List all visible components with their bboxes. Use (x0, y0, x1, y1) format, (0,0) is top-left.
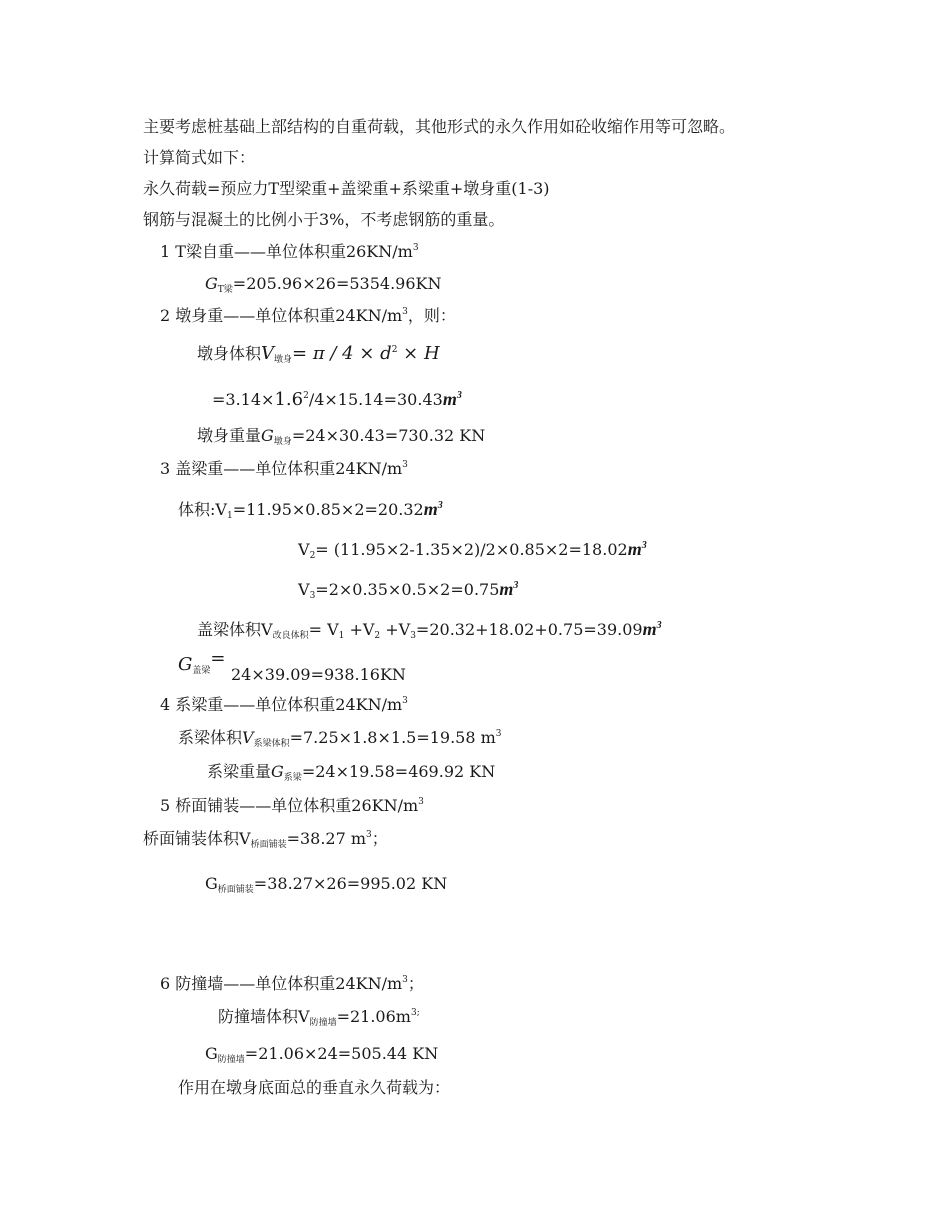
section-3-heading (160, 458, 408, 483)
subscript: 防撞墙 (217, 1055, 245, 1065)
tail: ； (371, 829, 388, 848)
pier-weight-calc (197, 425, 485, 450)
barrier-volume (218, 1006, 420, 1031)
superscript: 3 (402, 460, 408, 470)
section-1-heading (160, 241, 419, 266)
calc-text: =38.27 m (286, 829, 367, 848)
subscript: 墩身 (273, 437, 292, 447)
subscript: 2 (309, 551, 316, 561)
symbol-g: G (205, 874, 218, 893)
subscript: 桥面铺装 (250, 840, 287, 850)
section-6-heading (160, 973, 424, 998)
calc-a: = V (308, 620, 339, 639)
label: V (298, 580, 310, 599)
deck-pavement-volume (143, 828, 388, 853)
intro-paragraph: 主要考虑桩基础上部结构的自重荷载，其他形式的永久作用如砼收缩作用等可忽略。 (143, 117, 736, 136)
formula-tail: × H (397, 343, 440, 364)
equals-sign: = (210, 648, 226, 669)
pier-volume-calc (212, 388, 462, 414)
subscript: T梁 (217, 285, 233, 295)
t-beam-weight-calc (205, 273, 441, 298)
label: 墩身重量 (197, 426, 262, 445)
diameter-value: 1.6 (274, 389, 304, 410)
unit-m3: $m^3$ (442, 389, 462, 409)
calc-text: =24×30.43=730.32 KN (291, 426, 486, 445)
cap-beam-total-volume (197, 618, 662, 644)
label: V (298, 540, 310, 559)
label: 系梁体积 (178, 728, 243, 747)
symbol-g: G (205, 274, 218, 293)
calc-rest: /4×15.14=30.43 (308, 390, 443, 409)
unit-m3: $m^3$ (627, 539, 647, 559)
superscript: 3 (366, 830, 372, 840)
tail: ； (407, 974, 424, 993)
symbol-g: G (261, 426, 274, 445)
subscript: 防撞墙 (309, 1018, 337, 1028)
label: 体积:V (178, 500, 227, 519)
symbol-v: V (261, 343, 275, 364)
section-1-text: 1 T梁自重——单位体积重26KN/m (160, 242, 413, 261)
subscript: 桥面铺装 (217, 885, 254, 895)
subscript: 盖梁 (192, 666, 211, 676)
subscript: 墩身 (274, 355, 293, 365)
section-2-tail: ，则： (407, 306, 456, 325)
label: 防撞墙体积V (218, 1007, 310, 1026)
superscript: 3 (495, 729, 502, 739)
label: 盖梁体积V (197, 620, 273, 639)
tail: ; (416, 1008, 420, 1018)
calc-b: +V (344, 620, 375, 639)
cap-beam-v2 (298, 538, 647, 564)
symbol-g: G (205, 1044, 218, 1063)
tie-beam-weight (207, 761, 495, 786)
calc-text: =38.27×26=995.02 KN (253, 874, 448, 893)
subscript: 3 (410, 631, 416, 641)
calc-pre: =3.14× (212, 390, 275, 409)
section-3-text: 3 盖梁重——单位体积重24KN/m (160, 459, 403, 478)
subscript: 1 (226, 511, 233, 521)
subscript: 2 (374, 631, 381, 641)
section-4-text: 4 系梁重——单位体积重24KN/m (160, 695, 403, 714)
section-2-text: 2 墩身重——单位体积重24KN/m (160, 306, 403, 325)
superscript: 3 (418, 797, 424, 807)
symbol-g: G (178, 654, 193, 675)
calc-d: =20.32+18.02+0.75=39.09 (415, 620, 643, 639)
calc-text: =24×19.58=469.92 KN (301, 762, 496, 781)
unit-m3: $m^3$ (423, 499, 443, 519)
subscript: 1 (338, 631, 345, 641)
calc-text: =21.06m (336, 1007, 411, 1026)
cap-beam-v3 (298, 578, 518, 604)
section-6-text: 6 防撞墙——单位体积重24KN/m (160, 974, 403, 993)
cap-beam-v1 (178, 498, 443, 524)
superscript: 2 (391, 345, 398, 355)
cap-beam-weight (178, 648, 226, 679)
label: 墩身体积 (197, 344, 262, 363)
subscript: 系梁体积 (253, 739, 290, 749)
pier-volume-formula (197, 343, 440, 368)
section-4-heading (160, 694, 408, 719)
label: 桥面铺装体积V (143, 829, 251, 848)
calc-text: =7.25×1.8×1.5=19.58 m (289, 728, 496, 747)
calc-text: =205.96×26=5354.96KN (232, 274, 442, 293)
label: 系梁重量 (207, 762, 272, 781)
superscript: 3 (402, 696, 408, 706)
subscript: 改良体积 (272, 631, 309, 641)
rebar-note: 钢筋与混凝土的比例小于3%，不考虑钢筋的重量。 (143, 210, 505, 229)
superscript: 3 (402, 307, 408, 317)
superscript: 3 (410, 1008, 417, 1018)
subscript: 系梁 (283, 773, 302, 783)
calc-c: +V (380, 620, 411, 639)
barrier-weight (205, 1043, 438, 1068)
symbol-g: G (271, 762, 284, 781)
superscript: 2 (303, 391, 309, 401)
superscript: 3 (412, 243, 419, 253)
deck-pavement-weight (205, 873, 447, 898)
formula-intro: 计算简式如下： (143, 148, 256, 167)
formula: = π / 4 × d (292, 343, 392, 364)
section-5-heading (160, 795, 424, 820)
subscript: 3 (309, 591, 316, 601)
tie-beam-volume (178, 727, 502, 752)
superscript: 3 (402, 975, 408, 985)
permanent-load-formula: 永久荷载=预应力T型梁重+盖梁重+系梁重+墩身重(1-3) (143, 179, 550, 198)
unit-m3: $m^3$ (642, 619, 662, 639)
total-load-intro: 作用在墩身底面总的垂直永久荷载为： (178, 1078, 451, 1097)
calc-text: =2×0.35×0.5×2=0.75 (315, 580, 500, 599)
calc-text: =21.06×24=505.44 KN (244, 1044, 439, 1063)
section-2-heading (160, 305, 456, 330)
symbol-v: V (242, 728, 254, 747)
cap-beam-weight-value: 24×39.09=938.16KN (231, 665, 406, 684)
calc-text: = (11.95×2-1.35×2)/2×0.85×2=18.02 (315, 540, 628, 559)
section-5-text: 5 桥面铺装——单位体积重26KN/m (160, 796, 419, 815)
unit-m3: $m^3$ (499, 579, 519, 599)
calc-text: =11.95×0.85×2=20.32 (232, 500, 424, 519)
